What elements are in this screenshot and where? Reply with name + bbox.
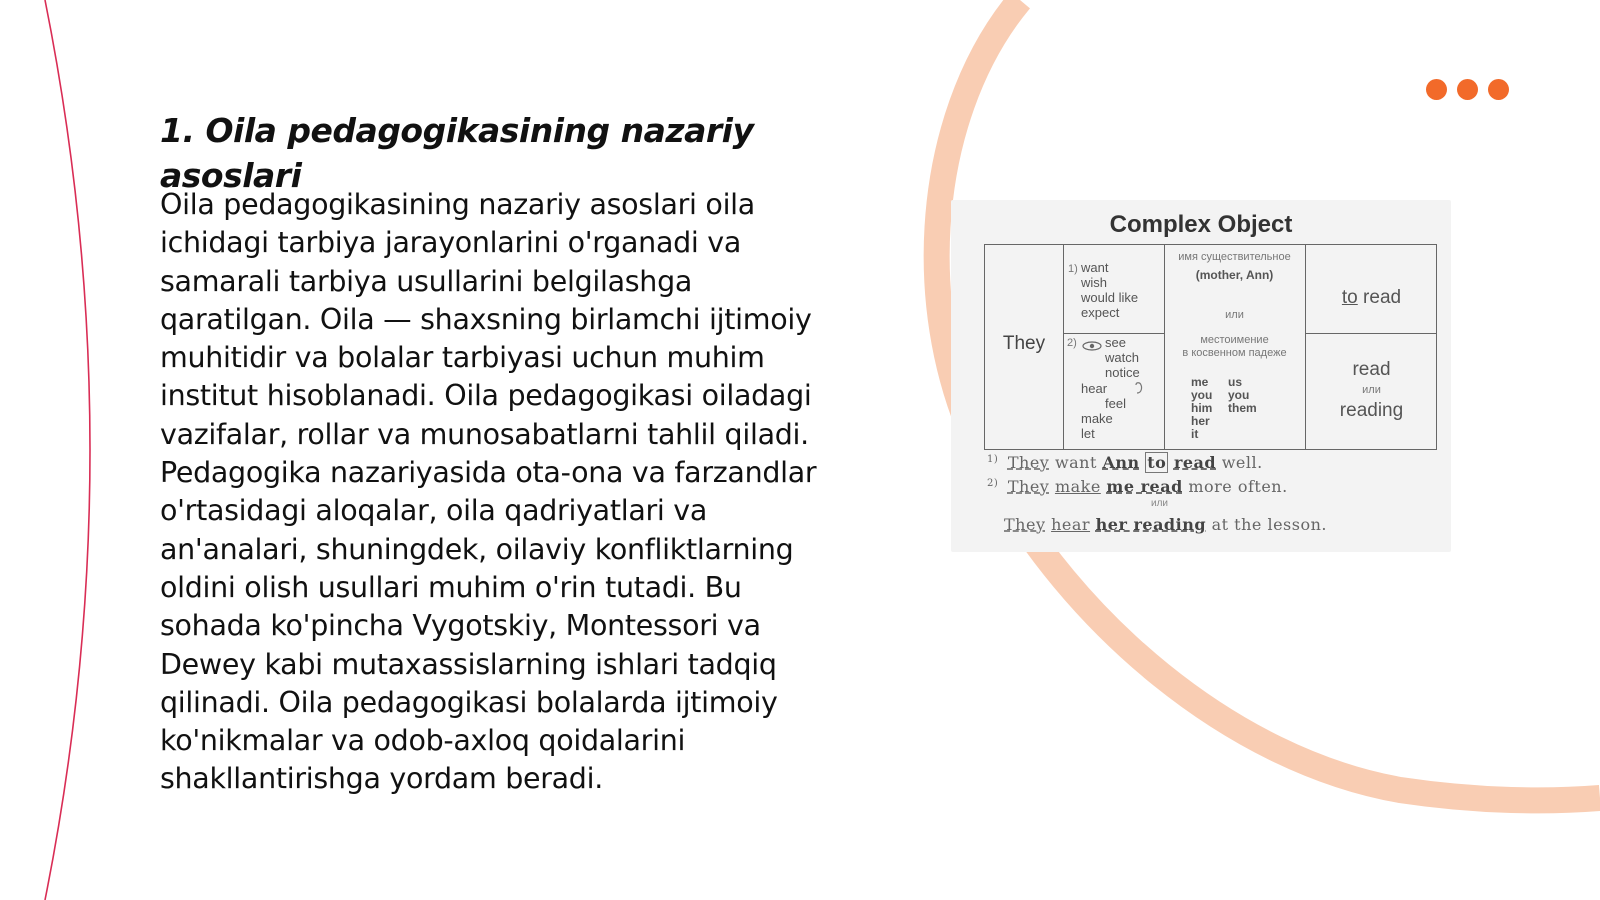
verb-item: hear xyxy=(1081,381,1108,396)
noun-label: имя существительное xyxy=(1178,251,1291,263)
pronoun-item: me xyxy=(1191,375,1209,389)
example-number: 2) xyxy=(987,477,999,489)
table-divider xyxy=(1063,245,1064,449)
pronoun-item: him xyxy=(1191,401,1213,415)
example-word: her reading xyxy=(1095,515,1207,534)
example-word: They xyxy=(1004,515,1046,534)
example-word: They xyxy=(1007,477,1050,496)
example-word: Ann xyxy=(1102,453,1140,472)
pronoun-item: her xyxy=(1191,414,1210,428)
eye-icon xyxy=(1082,341,1102,351)
slide-title: 1. Oila pedagogikasining nazariy asoslari xyxy=(160,111,754,195)
to-particle: to xyxy=(1341,287,1358,308)
example-word: to xyxy=(1147,453,1167,472)
infinitive-verb: read xyxy=(1363,287,1402,308)
grammar-table xyxy=(984,244,1437,450)
verb-item: notice xyxy=(1105,365,1140,380)
verb-item: watch xyxy=(1105,350,1139,365)
dot-icon xyxy=(1426,79,1447,100)
verb-item: wish xyxy=(1081,275,1108,290)
table-divider xyxy=(1063,333,1164,334)
example-sentence-3 xyxy=(1004,515,1327,534)
infinitive-to-read xyxy=(1305,287,1438,309)
pronoun-item: them xyxy=(1228,401,1257,415)
pronoun-item: you xyxy=(1191,388,1213,402)
noun-example: (mother, Ann) xyxy=(1195,268,1274,282)
verb-item: want xyxy=(1081,260,1109,275)
bare-infinitive: read xyxy=(1352,359,1391,380)
example-word: more often. xyxy=(1188,477,1288,496)
ing-form: reading xyxy=(1339,400,1404,421)
verb-item: would like xyxy=(1081,290,1139,305)
pronoun-item: us xyxy=(1228,375,1243,389)
verb-item: expect xyxy=(1081,305,1120,320)
dot-icon xyxy=(1488,79,1509,100)
dot-icon xyxy=(1457,79,1478,100)
example-word: want xyxy=(1054,453,1097,472)
pronoun-label: местоимение xyxy=(1200,334,1269,346)
or-label: или xyxy=(1362,384,1381,396)
verb-item: let xyxy=(1081,426,1095,441)
menu-dots xyxy=(1426,79,1509,100)
pronoun-item: you xyxy=(1228,388,1250,402)
example-sentence-1 xyxy=(987,453,1263,472)
example-word: well. xyxy=(1221,453,1263,472)
example-word: at the lesson. xyxy=(1211,515,1327,534)
table-divider xyxy=(1305,333,1436,334)
group2-number: 2) xyxy=(1067,337,1077,349)
example-sentence-2 xyxy=(987,477,1288,496)
left-curve-line xyxy=(45,0,90,900)
complex-object-figure xyxy=(951,200,1451,552)
or-label: или xyxy=(1225,309,1244,321)
verb-item: see xyxy=(1105,335,1126,350)
example-number: 1) xyxy=(987,453,999,465)
verb-item: make xyxy=(1081,411,1113,426)
slide-body-text: Oila pedagogikasining nazariy asoslari oila ichidagi tarbiya jarayonlarini o'rganadi va samarali tarbiya usullarini belgilashga qaratilgan. Oila — shaxsning birlamchi ijtimoiy muhitidir va bolalar tarbiyasi uchun muhim institut hisoblanadi. Oila pedagogikasi oiladagi vazifalar, rollar va munosabatlarni tahlil qiladi. Pedagogika nazariyasida ota-ona va farzandlar o'rtasidagi aloqalar, oila qadriyatlari va an'analari, shuningdek, oilaviy konfliktlarning oldini olish usullari muhim o'rin tutadi. Bu sohada ko'pincha Vygotskiy, Montessori va Dewey kabi mutaxassislarning ishlari tadqiq qilinadi. Oila pedagogikasi bolalarda ijtimoiy ko'nikmalar va odob-axloq qoidalarini shakllantirishga yordam beradi. xyxy=(160,188,817,796)
figure-title: Complex Object xyxy=(1109,211,1293,238)
verb-item: feel xyxy=(1105,396,1126,411)
example-word: make xyxy=(1054,477,1101,496)
ear-icon xyxy=(1134,381,1144,395)
example-word: hear xyxy=(1051,515,1091,534)
example-word: They xyxy=(1007,453,1050,472)
subject-they: They xyxy=(1002,333,1046,354)
or-label: или xyxy=(1151,498,1169,509)
example-word: read xyxy=(1173,453,1217,472)
group1-number: 1) xyxy=(1068,263,1078,275)
pronoun-item: it xyxy=(1191,427,1199,441)
pronoun-label: в косвенном падеже xyxy=(1182,347,1287,359)
example-word: me read xyxy=(1106,477,1183,496)
